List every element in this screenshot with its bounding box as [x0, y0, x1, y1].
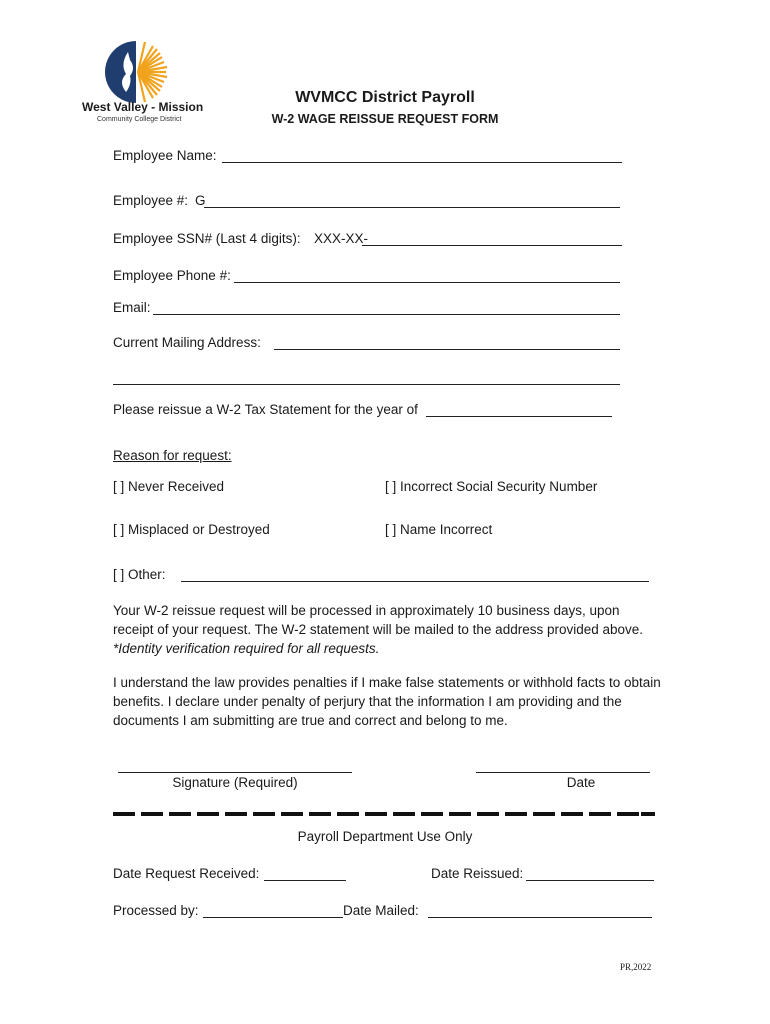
processing-text: Your W-2 reissue request will be processed in approximately 10 business days, upon receipt of your request. The W-2 statement will be mailed to the address provided above.	[113, 603, 644, 637]
employee-phone-line[interactable]	[234, 282, 620, 283]
dash-segment	[505, 812, 527, 816]
employee-number-line[interactable]	[204, 207, 620, 208]
employee-ssn-prefix: XXX-XX-	[314, 231, 369, 246]
dash-segment	[393, 812, 415, 816]
reason-other-line[interactable]	[181, 581, 649, 582]
dash-segment	[197, 812, 219, 816]
date-line[interactable]	[476, 772, 650, 773]
dash-segment	[617, 812, 639, 816]
signature-line[interactable]	[118, 772, 352, 773]
reason-heading: Reason for request:	[113, 448, 232, 463]
employee-number-label: Employee #:	[113, 193, 189, 208]
date-mailed-line[interactable]	[428, 917, 652, 918]
dash-segment	[141, 812, 163, 816]
signature-label: Signature (Required)	[172, 775, 298, 790]
reissue-year-line[interactable]	[426, 416, 612, 417]
employee-ssn-line[interactable]	[362, 245, 622, 246]
logo-name: West Valley - Mission	[82, 100, 204, 114]
dash-segment	[225, 812, 247, 816]
employee-ssn-label: Employee SSN# (Last 4 digits):	[113, 231, 301, 246]
reason-incorrect-ssn[interactable]: [ ] Incorrect Social Security Number	[385, 479, 598, 494]
dash-segment	[561, 812, 583, 816]
reason-misplaced[interactable]: [ ] Misplaced or Destroyed	[113, 522, 270, 537]
mailing-address-line-2[interactable]	[113, 384, 620, 385]
email-line[interactable]	[153, 314, 620, 315]
employee-name-line[interactable]	[222, 162, 622, 163]
dash-segment	[113, 812, 135, 816]
dash-segment	[533, 812, 555, 816]
date-reissued-line[interactable]	[526, 880, 654, 881]
dash-segment	[253, 812, 275, 816]
date-reissued-label: Date Reissued:	[431, 866, 524, 881]
dash-segment	[477, 812, 499, 816]
logo-subtitle: Community College District	[97, 116, 182, 123]
dash-segment	[449, 812, 471, 816]
processed-by-line[interactable]	[203, 917, 343, 918]
dash-segment	[421, 812, 443, 816]
form-title: WVMCC District Payroll	[295, 89, 475, 106]
email-label: Email:	[113, 300, 151, 315]
penalty-statement: I understand the law provides penalties if I make false statements or withhold facts to obtain benefits. I declare under penalty of perjury that the information I am providing and the documents I am submitting are true and correct and belong to me.	[113, 675, 661, 728]
dash-segment	[169, 812, 191, 816]
identity-note: *Identity verification required for all requests.	[113, 641, 380, 656]
dash-segment	[281, 812, 303, 816]
mailing-address-label: Current Mailing Address:	[113, 335, 261, 350]
reissue-year-label: Please reissue a W-2 Tax Statement for the year of	[113, 402, 418, 417]
processed-by-label: Processed by:	[113, 903, 199, 918]
dash-segment	[589, 812, 611, 816]
form-code: PR,2022	[620, 962, 652, 972]
reason-other[interactable]: [ ] Other:	[113, 567, 166, 582]
date-mailed-label: Date Mailed:	[343, 903, 419, 918]
date-label: Date	[566, 775, 596, 790]
employee-phone-label: Employee Phone #:	[113, 268, 231, 283]
date-received-line[interactable]	[264, 880, 346, 881]
employee-name-label: Employee Name:	[113, 148, 217, 163]
processing-notice	[113, 601, 653, 658]
reason-never-received[interactable]: [ ] Never Received	[113, 479, 225, 494]
employee-number-prefix: G	[195, 193, 206, 208]
office-use-heading: Payroll Department Use Only	[297, 829, 473, 844]
dash-segment	[641, 812, 655, 816]
form-subtitle: W-2 WAGE REISSUE REQUEST FORM	[271, 112, 499, 126]
dash-segment	[365, 812, 387, 816]
date-received-label: Date Request Received:	[113, 866, 260, 881]
reason-name-incorrect[interactable]: [ ] Name Incorrect	[385, 522, 493, 537]
dash-segment	[337, 812, 359, 816]
mailing-address-line-1[interactable]	[274, 349, 620, 350]
dash-segment	[309, 812, 331, 816]
